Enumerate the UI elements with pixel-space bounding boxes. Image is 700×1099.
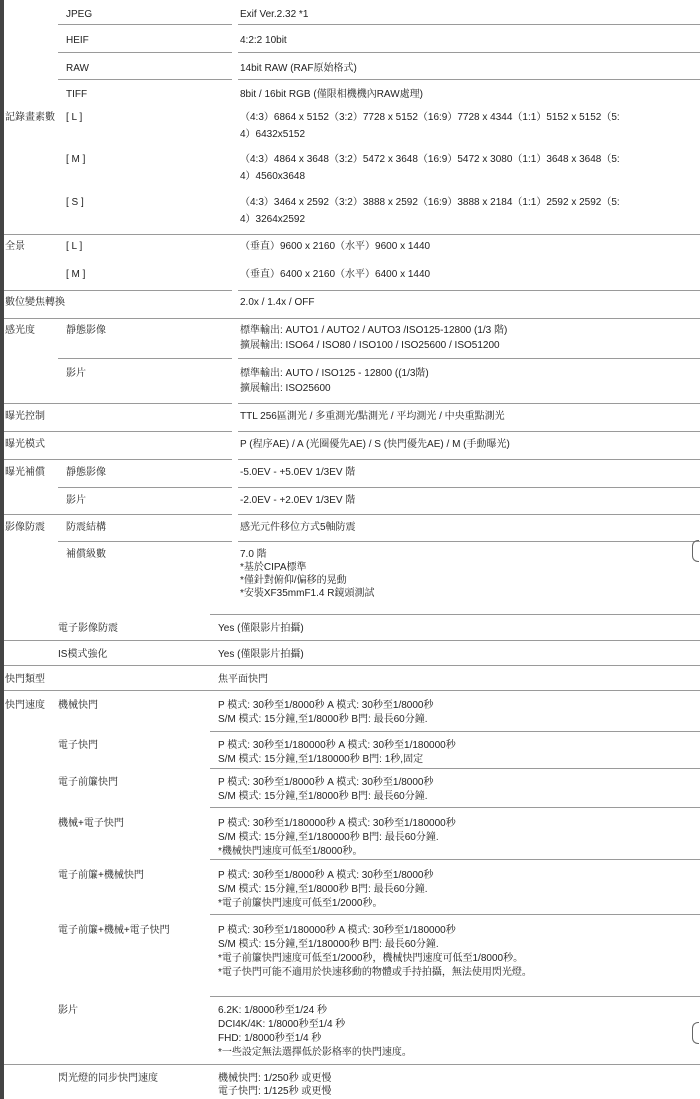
row-divider [238,487,700,488]
spec-label: 補償級數 [66,549,106,560]
row-divider [238,24,700,25]
spec-label: 防震結構 [66,522,106,533]
spec-value-line: 擴展輸出: ISO25600 [240,383,331,394]
spec-value-line: -5.0EV - +5.0EV 1/3EV 階 [240,467,356,478]
row-divider [0,234,700,235]
spec-label: [ M ] [66,269,86,280]
row-divider [0,665,700,666]
spec-value-line: P 模式: 30秒至1/8000秒 A 模式: 30秒至1/8000秒 [218,700,434,711]
spec-value-line: *一些設定無法選擇低於影格率的快門速度。 [218,1047,412,1058]
row-divider [238,403,700,404]
spec-value-line: 14bit RAW (RAF原始格式) [240,63,357,74]
row-divider [210,996,700,997]
spec-value-line: 2.0x / 1.4x / OFF [240,297,315,308]
spec-value-line: P 模式: 30秒至1/180000秒 A 模式: 30秒至1/180000秒 [218,925,456,936]
spec-value-line: *安裝XF35mmF1.4 R鏡頭測試 [240,588,375,599]
spec-value-line: 4）4560x3648 [240,171,306,182]
spec-label: 電子前簾+機械+電子快門 [58,925,170,936]
spec-value-line: 4）6432x5152 [240,129,306,140]
spec-label: RAW [66,63,89,74]
spec-label: 電子前簾+機械快門 [58,870,144,881]
spec-value-line: TTL 256區測光 / 多重測光/點測光 / 平均測光 / 中央重點測光 [240,411,505,422]
row-divider [238,514,700,515]
row-divider [58,24,232,25]
spec-label: 電子影像防震 [58,623,118,634]
spec-label: TIFF [66,89,88,100]
row-divider [238,431,700,432]
spec-label: 電子快門 [58,740,98,751]
spec-value-line: FHD: 1/8000秒至1/4 秒 [218,1033,322,1044]
row-divider [0,1064,700,1065]
spec-value-line: S/M 模式: 15分鐘,至1/180000秒 B門: 最長60分鐘. [218,939,439,950]
spec-label: 閃光燈的同步快門速度 [58,1073,158,1084]
spec-value-line: Exif Ver.2.32 *1 [240,9,309,20]
spec-label: 影片 [66,368,86,379]
spec-value-line: *電子前簾快門速度可低至1/2000秒。 [218,898,383,909]
row-divider [210,768,700,769]
spec-category: 快門類型 [5,674,45,685]
spec-category: 快門速度 [5,700,45,711]
row-divider [0,318,700,319]
row-divider [238,290,700,291]
spec-label: HEIF [66,35,89,46]
left-edge-bar [0,0,4,1099]
row-divider [58,52,232,53]
spec-value-line: *僅針對俯仰/偏移的晃動 [240,575,347,586]
spec-value-line: 感光元件移位方式5軸防震 [240,522,356,533]
spec-value-line: 焦平面快門 [218,674,268,685]
spec-value-line: 4）3264x2592 [240,214,306,225]
spec-label: 靜態影像 [66,325,106,336]
row-divider [238,459,700,460]
row-divider [238,52,700,53]
spec-value-line: （4:3）4864 x 3648（3:2）5472 x 3648（16:9）5472 x 3080（1:1）3648 x 3648（5: [240,154,620,165]
spec-value-line: S/M 模式: 15分鐘,至1/180000秒 B門: 1秒,固定 [218,754,424,765]
row-divider [210,731,700,732]
row-divider [210,614,700,615]
spec-value-line: （垂直）9600 x 2160（水平）9600 x 1440 [240,241,431,252]
edge-scroll-mark [692,1022,699,1044]
row-divider [0,431,232,432]
spec-value-line: Yes (僅限影片拍攝) [218,649,304,660]
row-divider [58,541,232,542]
spec-label: [ L ] [66,241,83,252]
spec-value-line: *機械快門速度可低至1/8000秒。 [218,846,363,857]
spec-value-line: *電子前簾快門速度可低至1/2000秒，機械快門速度可低至1/8000秒。 [218,953,524,964]
spec-label: 影片 [58,1005,78,1016]
spec-label: 機械快門 [58,700,98,711]
spec-category: 影像防震 [5,522,45,533]
row-divider [0,290,232,291]
spec-category: 曝光補償 [5,467,45,478]
row-divider [210,914,700,915]
spec-value-line: S/M 模式: 15分鐘,至1/8000秒 B門: 最長60分鐘. [218,791,428,802]
spec-category: 感光度 [5,325,35,336]
spec-category: 曝光模式 [5,439,45,450]
edge-scroll-mark [692,540,699,562]
row-divider [0,403,232,404]
spec-value-line: P (程序AE) / A (光圈優先AE) / S (快門優先AE) / M (手動曝光) [240,439,510,450]
spec-value-line: *電子快門可能不適用於快速移動的物體或手持拍攝，無法使用閃光燈。 [218,967,532,978]
row-divider [238,358,700,359]
spec-value-line: 4:2:2 10bit [240,35,287,46]
spec-label: 靜態影像 [66,467,106,478]
row-divider [0,459,232,460]
spec-value-line: P 模式: 30秒至1/180000秒 A 模式: 30秒至1/180000秒 [218,740,456,751]
spec-value-line: （垂直）6400 x 2160（水平）6400 x 1440 [240,269,431,280]
spec-value-line: 6.2K: 1/8000秒至1/24 秒 [218,1005,327,1016]
spec-value-line: 擴展輸出: ISO64 / ISO80 / ISO100 / ISO25600 / ISO51200 [240,340,500,351]
spec-value-line: -2.0EV - +2.0EV 1/3EV 階 [240,495,356,506]
spec-value-line: （4:3）3464 x 2592（3:2）3888 x 2592（16:9）3888 x 2184（1:1）2592 x 2592（5: [240,197,620,208]
spec-value-line: Yes (僅限影片拍攝) [218,623,304,634]
spec-value-line: DCI4K/4K: 1/8000秒至1/4 秒 [218,1019,346,1030]
spec-value-line: 標準輸出: AUTO / ISO125 - 12800 ((1/3階) [240,368,429,379]
spec-value-line: P 模式: 30秒至1/180000秒 A 模式: 30秒至1/180000秒 [218,818,456,829]
row-divider [0,514,232,515]
spec-label: [ S ] [66,197,84,208]
spec-value-line: S/M 模式: 15分鐘,至1/8000秒 B門: 最長60分鐘. [218,714,428,725]
row-divider [58,358,232,359]
row-divider [238,79,700,80]
spec-label: [ L ] [66,112,83,123]
row-divider [0,690,700,691]
spec-label: JPEG [66,9,93,20]
row-divider [210,807,700,808]
spec-label: [ M ] [66,154,86,165]
row-divider [58,79,232,80]
row-divider [58,487,232,488]
spec-value-line: S/M 模式: 15分鐘,至1/180000秒 B門: 最長60分鐘. [218,832,439,843]
row-divider [210,859,700,860]
spec-value-line: 標準輸出: AUTO1 / AUTO2 / AUTO3 /ISO125-12800 (1/3 階) [240,325,508,336]
row-divider [238,541,700,542]
spec-category: 曝光控制 [5,411,45,422]
spec-value-line: 7.0 階 [240,549,267,560]
spec-value-line: P 模式: 30秒至1/8000秒 A 模式: 30秒至1/8000秒 [218,777,434,788]
spec-label: 電子前簾快門 [58,777,118,788]
spec-value-line: 8bit / 16bit RGB (僅限相機機內RAW處理) [240,89,423,100]
spec-value-line: （4:3）6864 x 5152（3:2）7728 x 5152（16:9）7728 x 4344（1:1）5152 x 5152（5: [240,112,620,123]
spec-category: 數位變焦轉換 [5,297,65,308]
spec-label: IS模式強化 [58,649,108,660]
spec-category: 全景 [5,241,25,252]
spec-value-line: S/M 模式: 15分鐘,至1/8000秒 B門: 最長60分鐘. [218,884,428,895]
spec-value-line: 機械快門: 1/250秒 或更慢 [218,1073,332,1084]
spec-value-line: 電子快門: 1/125秒 或更慢 [218,1086,332,1097]
row-divider [0,640,700,641]
spec-value-line: P 模式: 30秒至1/8000秒 A 模式: 30秒至1/8000秒 [218,870,434,881]
spec-value-line: *基於CIPA標準 [240,562,307,573]
spec-category: 記錄畫素數 [5,112,55,123]
spec-label: 機械+電子快門 [58,818,124,829]
spec-label: 影片 [66,495,86,506]
